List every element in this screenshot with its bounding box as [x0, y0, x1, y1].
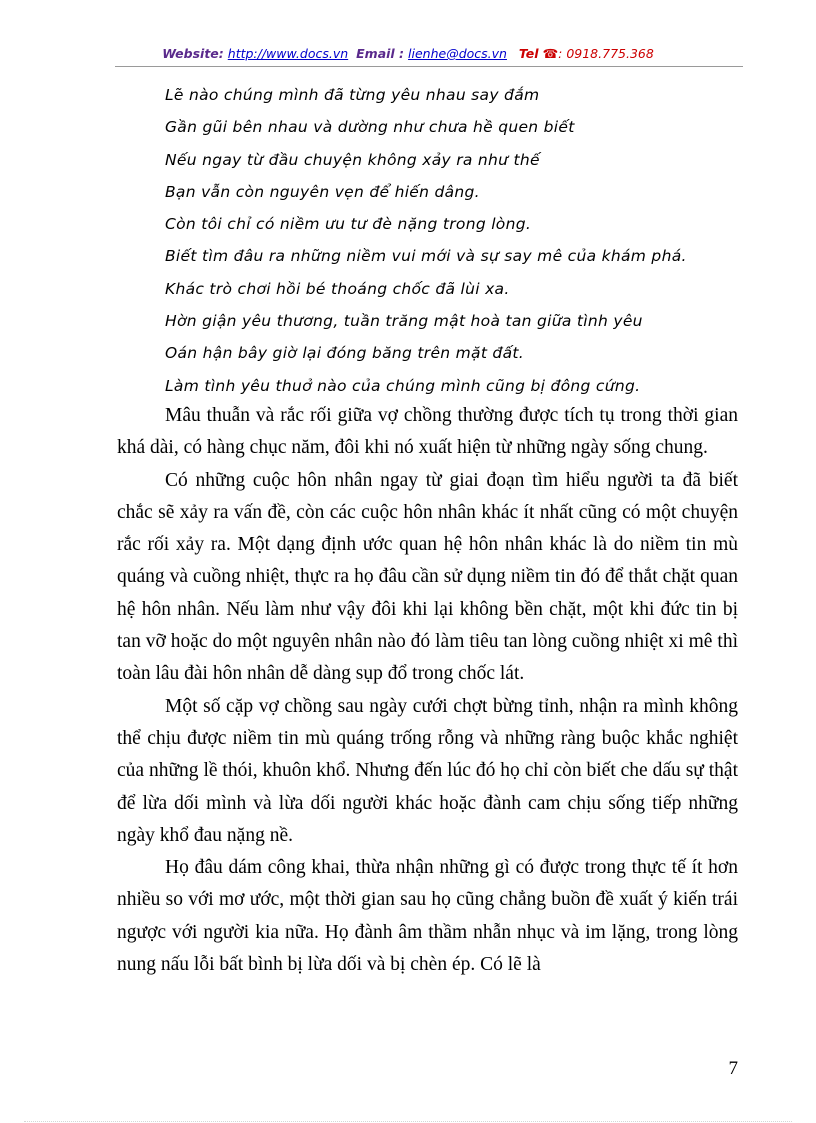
paragraph: Một số cặp vợ chồng sau ngày cưới chợt bừng tỉnh, nhận ra mình không thể chịu được niềm tin mù quáng trống rỗng và những ràng buộc khắc nghiệt của những lề thói, khuôn khổ. Nhưng đến lúc đó họ chỉ còn biết che dấu sự thật để lừa dối mình và lừa dối người khác hoặc đành cam chịu sống tiếp những ngày khổ đau nặng nề. — [117, 695, 738, 846]
header-divider — [115, 66, 743, 67]
poem-line: Gần gũi bên nhau và dường như chưa hề quen biết — [165, 118, 575, 137]
body-text — [117, 400, 738, 981]
page-header — [0, 46, 816, 61]
website-link[interactable]: http://www.docs.vn — [227, 46, 349, 61]
poem-block — [165, 79, 687, 402]
poem-line: Khác trò chơi hồi bé thoáng chốc đã lùi xa. — [165, 279, 510, 298]
poem-line: Bạn vẫn còn nguyên vẹn để hiến dâng. — [165, 182, 480, 201]
poem-line: Oán hận bây giờ lại đóng băng trên mặt đất. — [165, 344, 524, 363]
paragraph: Họ đâu dám công khai, thừa nhận những gì có được trong thực tế ít hơn nhiều so với mơ ước, một thời gian sau họ cũng chẳng buồn đề xuất ý kiến trái ngược với người kia nữa. Họ đành âm thầm nhẫn nhục và im lặng, trong lòng nung nấu lỗi bất bình bị lừa dối và bị chèn ép. Có lẽ là — [117, 857, 738, 976]
poem-line: Còn tôi chỉ có niềm ưu tư đè nặng trong lòng. — [165, 215, 532, 234]
poem-line: Hờn giận yêu thương, tuần trăng mật hoà tan giữa tình yêu — [165, 312, 643, 331]
page-number: 7 — [728, 1058, 738, 1079]
poem-line: Làm tình yêu thuở nào của chúng mình cũng bị đông cứng. — [165, 376, 641, 395]
phone-icon: ☎ — [542, 46, 559, 61]
poem-line: Nếu ngay từ đầu chuyện không xảy ra như thế — [165, 150, 540, 169]
paragraph: Có những cuộc hôn nhân ngay từ giai đoạn tìm hiểu người ta đã biết chắc sẽ xảy ra vấn đề, còn các cuộc hôn nhân khác ít nhất cũng có một chuyện rắc rối xảy ra. Một dạng định ước quan hệ hôn nhân khác là do niềm tin mù quáng và cuồng nhiệt, thực ra họ đâu cần sử dụng niềm tin đó để thắt chặt quan hệ hôn nhân. Nếu làm như vậy đôi khi lại không bền chặt, một khi đức tin bị tan vỡ hoặc do một nguyên nhân nào đó làm tiêu tan lòng cuồng nhiệt xi mê thì toàn lâu đài hôn nhân dễ dàng sụp đổ trong chốc lát. — [117, 469, 738, 685]
email-link[interactable]: lienhe@docs.vn — [408, 46, 507, 61]
poem-line: Biết tìm đâu ra những niềm vui mới và sự say mê của khám phá. — [165, 247, 687, 266]
paragraph: Mâu thuẫn và rắc rối giữa vợ chồng thường được tích tụ trong thời gian khá dài, có hàng chục năm, đôi khi nó xuất hiện từ những ngày sống chung. — [117, 405, 738, 459]
email-label: Email : — [356, 46, 405, 61]
footer-divider — [24, 1121, 792, 1122]
website-label: Website: — [162, 46, 224, 61]
tel-number: : 0918.775.368 — [558, 46, 654, 61]
tel-label: Tel — [518, 46, 539, 61]
poem-line: Lẽ nào chúng mình đã từng yêu nhau say đắm — [165, 86, 540, 104]
